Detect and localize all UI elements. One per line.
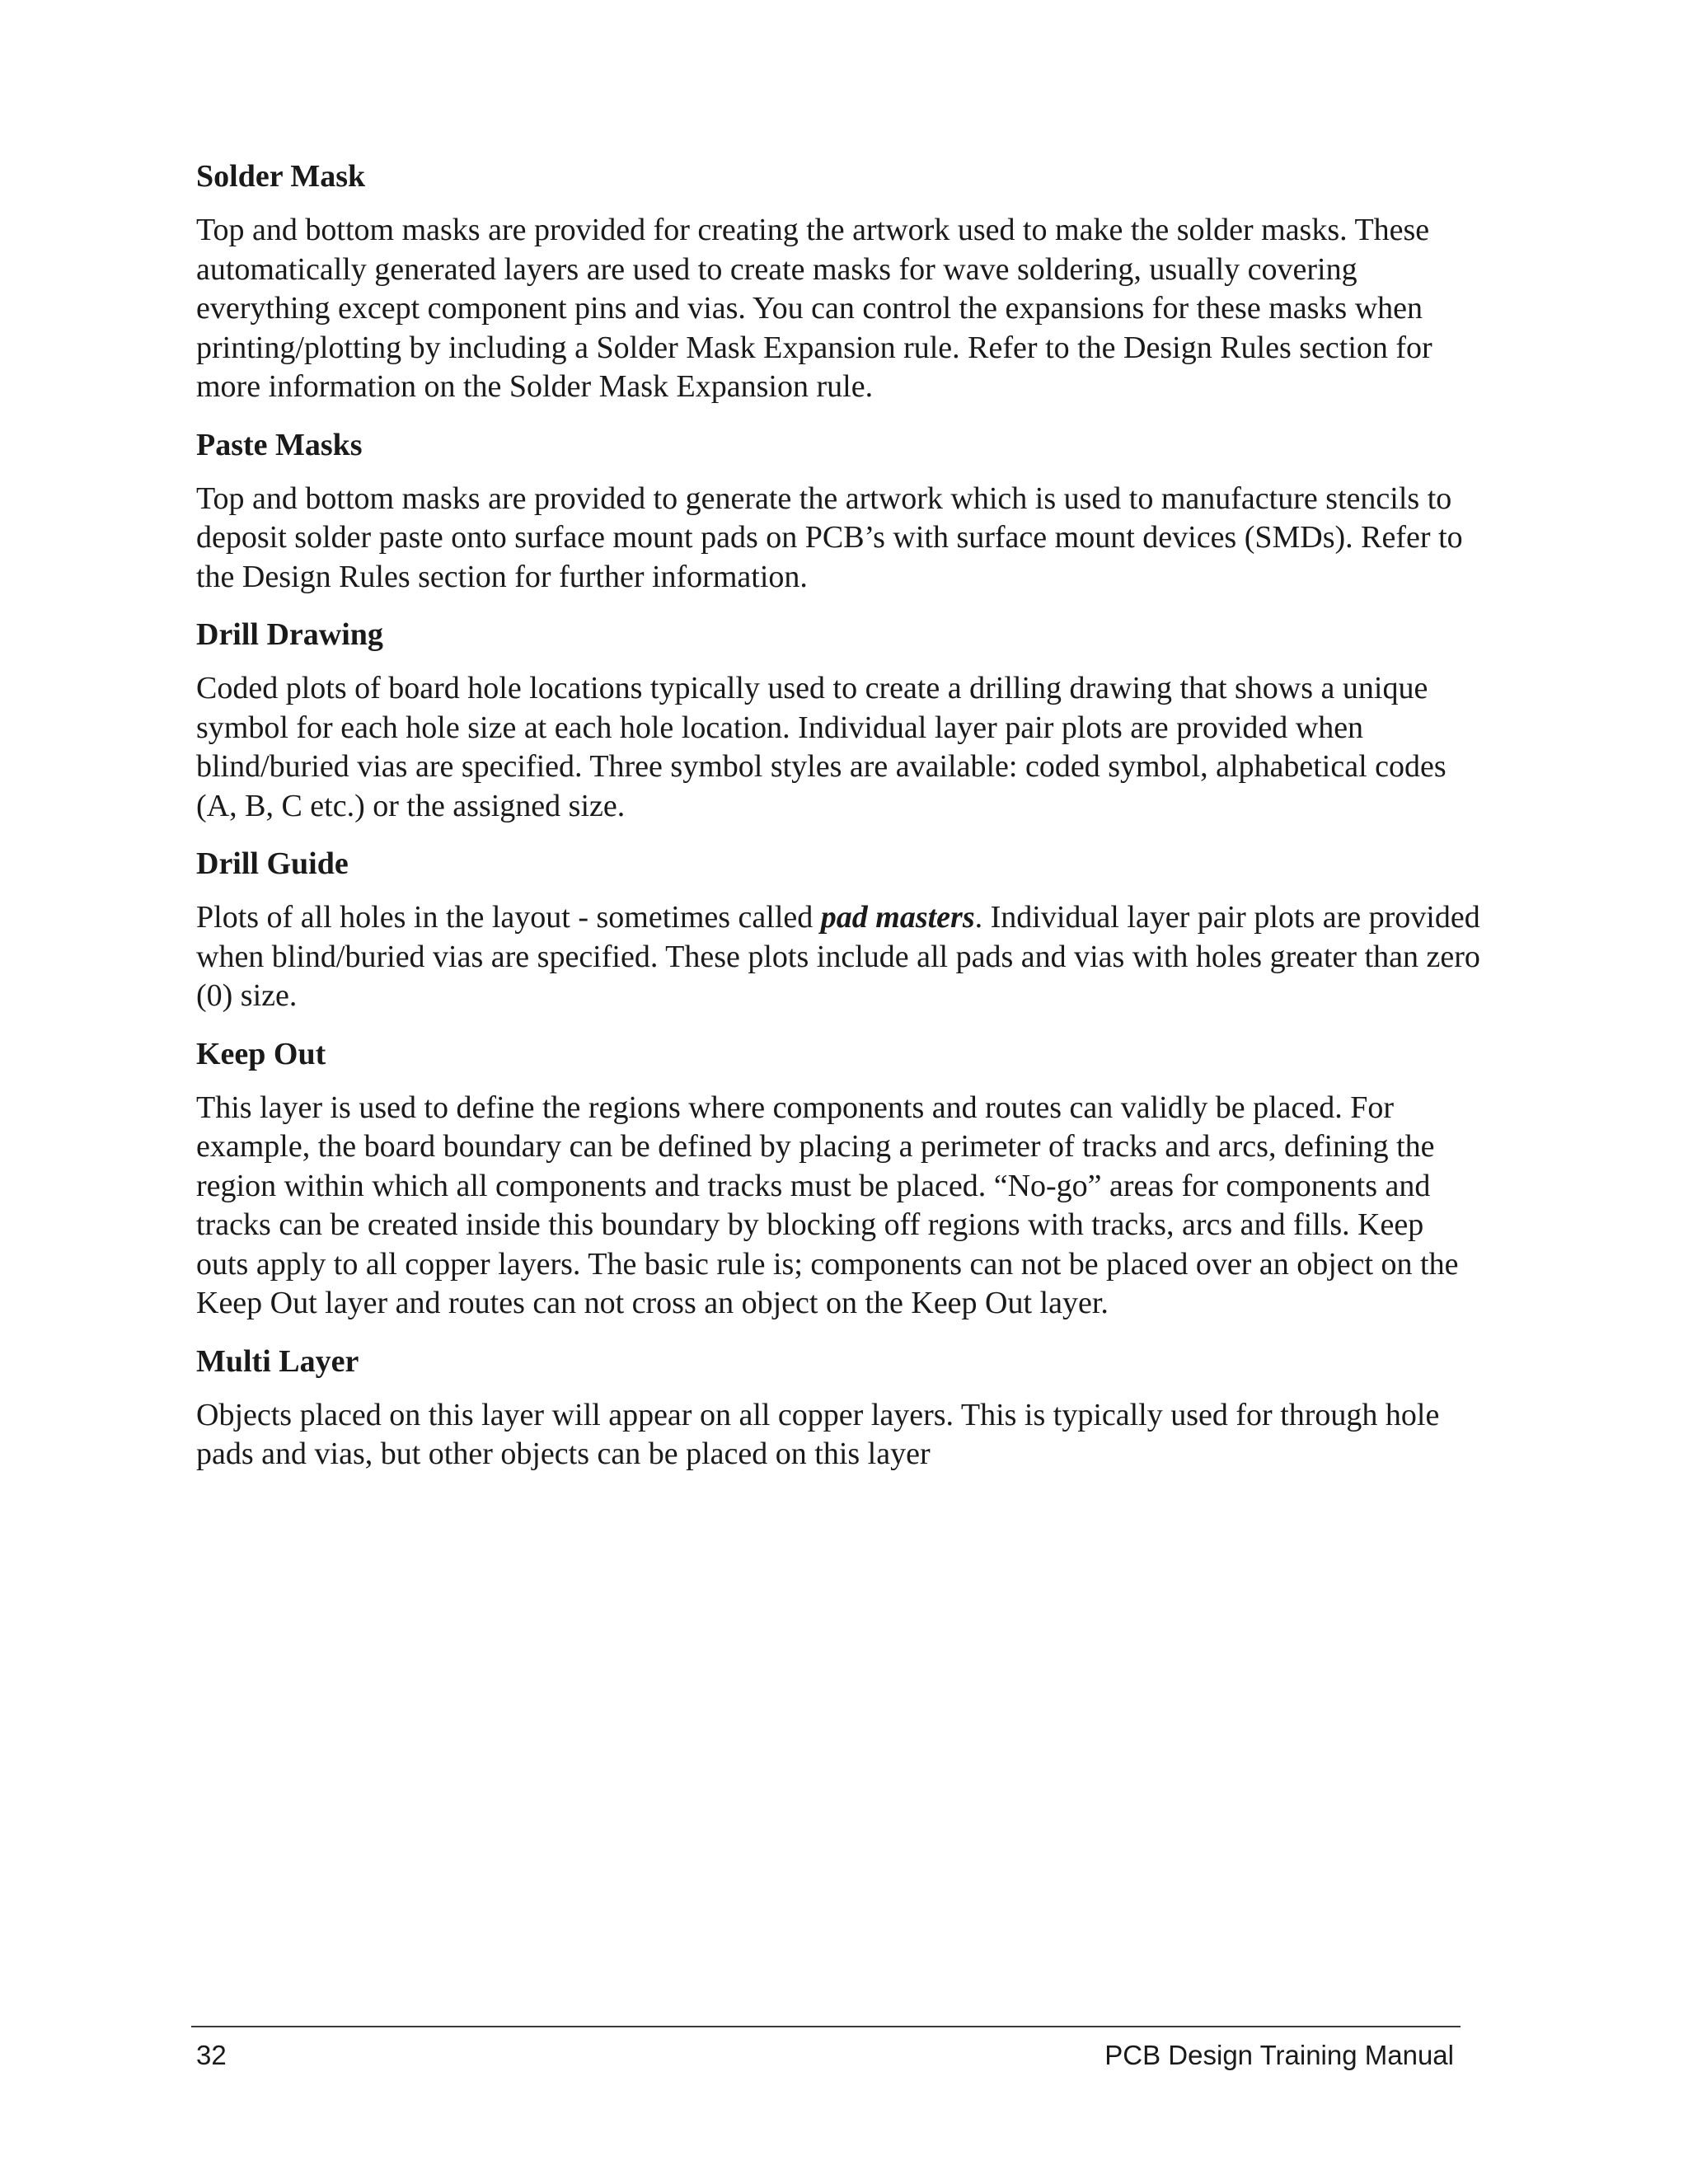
section-keep-out	[196, 1034, 1482, 1324]
section-paragraph: Objects placed on this layer will appear on all copper layers. This is typically used for through hole pads and vias, but other objects can be placed on this layer	[196, 1397, 1440, 1471]
footer-divider	[191, 2026, 1461, 2027]
paragraph-text: Plots of all holes in the layout - sometimes called	[196, 900, 821, 935]
section-paste-masks	[196, 425, 1482, 598]
section-multi-layer	[196, 1342, 1482, 1474]
section-drill-guide	[196, 844, 1482, 1016]
section-drill-drawing	[196, 615, 1482, 826]
section-solder-mask	[196, 157, 1482, 407]
section-heading: Drill Guide	[196, 846, 349, 881]
section-paragraph: Top and bottom masks are provided to generate the artwork which is used to manufacture stencils to deposit solder paste onto surface mount pads on PCB’s with surface mount devices (SMDs). Refer to the Design Rules section for further information.	[196, 480, 1463, 594]
section-paragraph: This layer is used to define the regions where components and routes can validly be placed. For example, the board boundary can be defined by placing a perimeter of tracks and arcs, defining the region within which all components and tracks must be placed. “No-go” areas for components and tracks can be created inside this boundary by blocking off regions with tracks, arcs and fills. Keep outs apply to all copper layers. The basic rule is; components can not be placed over an object on the Keep Out layer and routes can not cross an object on the Keep Out layer.	[196, 1090, 1459, 1320]
footer-manual-title: PCB Design Training Manual	[1104, 2040, 1454, 2070]
section-heading: Paste Masks	[196, 427, 363, 462]
section-paragraph	[196, 898, 1482, 1016]
section-heading: Keep Out	[196, 1036, 326, 1071]
section-heading: Drill Drawing	[196, 617, 383, 652]
section-heading: Multi Layer	[196, 1343, 359, 1379]
paragraph-text: . Individual layer pair plots are provided when blind/buried vias are specified. These plots include all pads and vias with holes greater than zero (0) size.	[196, 900, 1480, 1013]
page-number: 32	[196, 2040, 227, 2070]
section-heading: Solder Mask	[196, 159, 366, 194]
section-paragraph: Coded plots of board hole locations typically used to create a drilling drawing that shows a unique symbol for each hole size at each hole location. Individual layer pair plots are provided when blind/buried vias are specified. Three symbol styles are available: coded symbol, alphabetical codes (A, B, C etc.) or the assigned size.	[196, 671, 1447, 823]
document-body	[196, 157, 1482, 1493]
section-paragraph: Top and bottom masks are provided for creating the artwork used to make the solder masks. These automatically generated layers are used to create masks for wave soldering, usually covering everything except component pins and vias. You can control the expansions for these masks when printing/plotting by including a Solder Mask Expansion rule. Refer to the Design Rules section for more information on the Solder Mask Expansion rule.	[196, 213, 1432, 404]
emphasized-term: pad masters	[820, 900, 975, 935]
